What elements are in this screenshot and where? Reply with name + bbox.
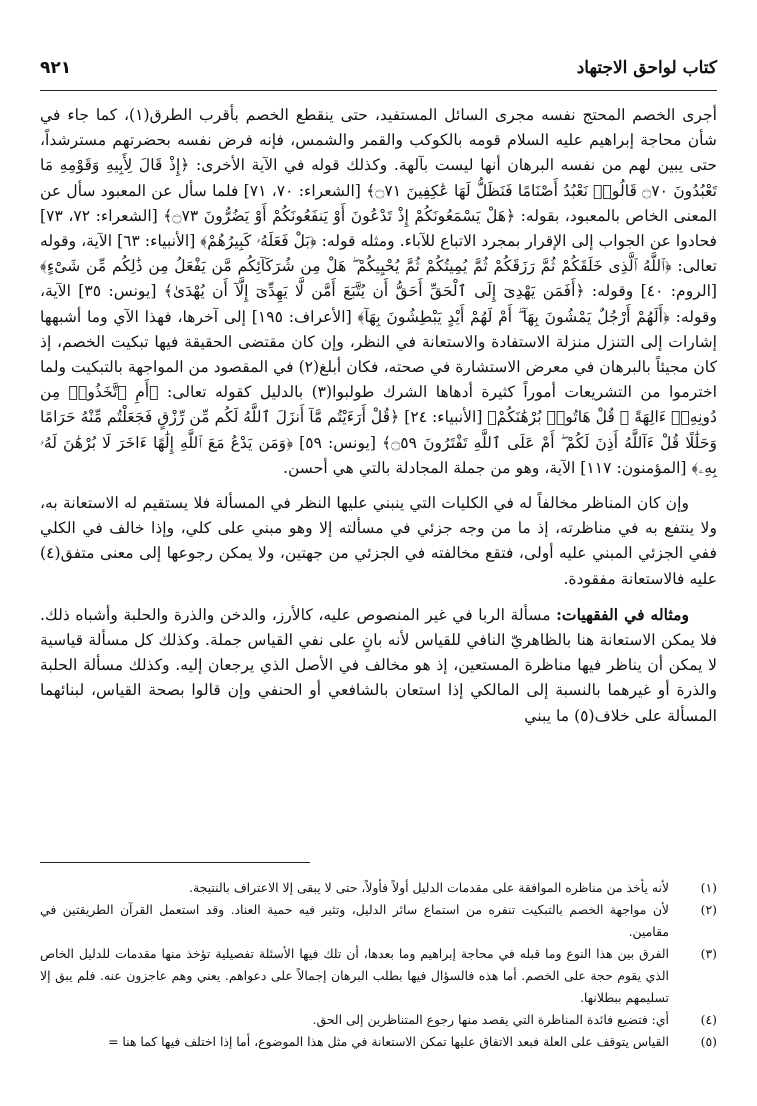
running-header bbox=[40, 58, 717, 91]
footnote-separator bbox=[40, 862, 310, 863]
footnote-text: لأنه يأخذ من مناظره الموافقة على مقدمات الدليل أولاً فأولاً، حتى لا يبقى إلا الاعتراف بالنتيجة. bbox=[189, 880, 669, 895]
footnote-text: أي: فتضيع فائدة المناظرة التي يقصد منها رجوع المتناظرين إلى الحق. bbox=[312, 1012, 669, 1027]
paragraph-text: مسألة الربا في غير المنصوص عليه، كالأرز، والدخن والذرة والحلبة وأشباه ذلك. فلا يمكن الاستعانة هنا بالظاهريّ النافي للقياس لأنه بانٍ على نفي القياس جملة. وكذلك كل مسألة قياسية لا يمكن أن يناظر فيها مناظرة المستعين، إذ هو مخالف في الأصل الذي يرجعان إليه. وكذلك مسألة الحلبة والذرة أو غيرهما بالنسبة إلى المالكي إذا استعان بالشافعي أو الحنفي وإن قالوا بصحة القياس، لبنائهما المسألة على خلاف(٥) ما يبني bbox=[40, 605, 717, 725]
footnote-number: (٣) bbox=[700, 946, 717, 961]
footnote-text: القياس يتوقف على العلة فبعد الاتفاق عليها تمكن الاستعانة في مثل هذا الموضوع، أما إذا اختلف فيها كما هنا = bbox=[108, 1034, 669, 1049]
footnote-number: (٥) bbox=[700, 1034, 717, 1049]
footnote bbox=[40, 1009, 717, 1031]
paragraph bbox=[40, 103, 717, 481]
footnote-text: لأن مواجهة الخصم بالتبكيت تنفره من استماع سائر الدليل، وتثير فيه حمية العناد. وقد استعمل القرآن الطريقتين في مقامين. bbox=[40, 902, 669, 939]
paragraph bbox=[40, 491, 717, 592]
main-text bbox=[40, 103, 717, 729]
footnote-number: (١) bbox=[700, 880, 717, 895]
paragraph-lead: ومثاله في الفقهيات: bbox=[556, 604, 689, 624]
paragraph bbox=[40, 602, 717, 729]
page-body bbox=[40, 58, 717, 729]
footnote bbox=[40, 943, 717, 1009]
page-number: ٩٢١ bbox=[40, 58, 72, 78]
footnotes bbox=[40, 862, 717, 1053]
footnote-number: (٤) bbox=[700, 1012, 717, 1027]
paragraph-text: وإن كان المناظر مخالفاً له في الكليات التي ينبني عليها النظر في المسألة فلا يستقيم له الاستعانة به، ولا ينتفع به في مناظرته، إذ ما من وجه جزئي في مسألته إلا وهو مبني على كلي، وإذا خالف في الكلي ففي الجزئي المبني عليه أولى، فتقع مخالفته في الجزئي من جهتين، ولا يمكن رجوعها إلى معنى متفق(٤) عليه فالاستعانة مفقودة. bbox=[40, 494, 717, 588]
footnote bbox=[40, 1031, 717, 1053]
footnote-list bbox=[40, 877, 717, 1053]
footnote-number: (٢) bbox=[700, 902, 717, 917]
paragraph-text: أجرى الخصم المحتج نفسه مجرى السائل المستفيد، حتى ينقطع الخصم بأقرب الطرق(١)، كما جاء في شأن محاجة إبراهيم عليه السلام قومه بالكوكب والقمر والشمس، فإنه فرض نفسه بحضرتهم مسترشداً، حتى يبين لهم من نفسه البرهان أنها ليست بآلهة. وكذلك قوله في الآية الأخرى: ﴿إِذْ قَالَ لِأَبِيهِ وَقَوْمِهِ مَا تَعْبُدُونَ ۝٧٠ قَالُوا۟ نَعْبُدُ أَصْنَامًا فَنَظَلُّ لَهَا عَٰكِفِينَ ۝٧١﴾ [الشعراء: ٧٠، ٧١] فلما سأل عن المعبود سأل عن المعنى الخاص بالمعبود، بقوله: ﴿هَلْ يَسْمَعُونَكُمْ إِذْ تَدْعُونَ أَوْ يَنفَعُونَكُمْ أَوْ يَضُرُّونَ ۝٧٣﴾ [الشعراء: ٧٢، ٧٣] فحادوا عن الجواب إلى الإقرار بمجرد الاتباع للآباء. ومثله قوله: ﴿بَلْ فَعَلَهُۥ كَبِيرُهُمْ﴾ [الأنبياء: ٦٣] الآية، وقوله تعالى: ﴿ٱللَّهُ ٱلَّذِى خَلَقَكُمْ ثُمَّ رَزَقَكُمْ ثُمَّ يُمِيتُكُمْ ثُمَّ يُحْيِيكُمْ ۖ هَلْ مِن شُرَكَآئِكُم مَّن يَفْعَلُ مِن ذَٰلِكُم مِّن شَىْءٍ﴾ [الروم: ٤٠] وقوله: ﴿أَفَمَن يَهْدِىٓ إِلَى ٱلْحَقِّ أَحَقُّ أَن يُتَّبَعَ أَمَّن لَّا يَهِدِّىٓ إِلَّآ أَن يُهْدَىٰ﴾ [يونس: ٣٥] الآية، وقوله: ﴿أَلَهُمْ أَرْجُلٌ يَمْشُونَ بِهَآ ۖ أَمْ لَهُمْ أَيْدٍ يَبْطِشُونَ بِهَآ﴾ [الأعراف: ١٩٥] إلى آخرها، فهذا الآي وما أشبهها إشارات إلى التنزل منزلة الاستفادة والاستعانة في النظر، وإن كان مقتضى الحقيقة فيها تبكيت الخصم، إذ كان مجيئاً بالبرهان في معرض الاستشارة في صحته، فكان أبلغ(٢) في المقصود من المواجهة بالتبكيت ولما اخترموا من التشريعات أموراً كثيرة أدهاها الشرك طولبوا(٣) بالدليل كقوله تعالى: ﴿أَمِ ٱتَّخَذُوا۟ مِن دُونِهِۦٓ ءَالِهَةً ۖ قُلْ هَاتُوا۟ بُرْهَٰنَكُمْ﴾ [الأنبياء: ٢٤] ﴿قُلْ أَرَءَيْتُم مَّآ أَنزَلَ ٱللَّهُ لَكُم مِّن رِّزْقٍ فَجَعَلْتُم مِّنْهُ حَرَامًا وَحَلَٰلًا قُلْ ءَآللَّهُ أَذِنَ لَكُمْ ۖ أَمْ عَلَى ٱللَّهِ تَفْتَرُونَ ۝٥٩﴾ [يونس: ٥٩] ﴿وَمَن يَدْعُ مَعَ ٱللَّهِ إِلَٰهًا ءَاخَرَ لَا بُرْهَٰنَ لَهُۥ بِهِۦ﴾ [المؤمنون: ١١٧] الآية، وهو من جملة المجادلة بالتي هي أحسن. bbox=[40, 106, 718, 477]
footnote bbox=[40, 899, 717, 943]
footnote bbox=[40, 877, 717, 899]
book-title: كتاب لواحق الاجتهاد bbox=[576, 58, 717, 78]
footnote-text: الفرق بين هذا النوع وما قبله في محاجة إبراهيم وما بعدها، أن تلك فيها الأسئلة تفصيلية تؤخذ منها مقدمات للدليل الخاص الذي يقوم حجة على الخصم. أما هذه فالسؤال فيها بطلب البرهان إجمالاً على دعواهم. يعني وهم عاجزون عنه. فلم يبق إلا تسليمهم ببطلانها. bbox=[40, 946, 669, 1005]
